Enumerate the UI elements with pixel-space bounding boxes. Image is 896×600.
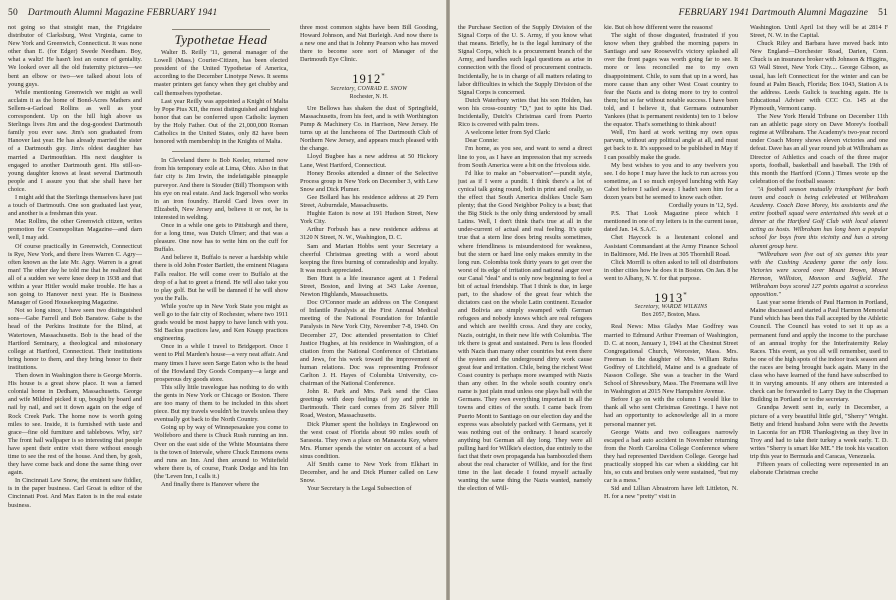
paragraph: Before I go on with the column I would like to thank all who sent Christmas Greetings. I have not had an opportunity to acknowledge all in a more personal manner yet.	[604, 396, 738, 428]
paragraph: And believe it, Buffalo is never a hardship while there is old John Foster Bartlett, the eminent Niagara Falls realtor. He will come over to Buffalo at the drop of a hat to greet a friend. He will also take you to play golf. But he will be damned if he will show you the Falls.	[154, 254, 288, 302]
paragraph: I'd like to make an "observation"—pundit style, just as if I were a pundit. I think there's a lot of cynical talk going round, both in print and orally, so the effect that South America dislikes Uncle Sam plenty; that the Good Neighbor Policy is a bust; that the Big Stick is the only thing understood by small Latins. Well, I don't think that's true at all in the under-current of actual and real feeling. It's quite true that a stern line does bring results sometimes, where friendliness is misunderstood for weakness, but the stern or hard line only makes enmity in the long run. Colombia took thirty years to get over the worst of its edge of irritation and national anger over our Canal "deal" and is only now beginning to feel a bit of actual friendship. That I think is due, in large part, to the shadow of the great fear which the dictators cast on the whole Latin continent. Ecuador and Bolivia are simply swamped with German refugees and nobody knows which are real refugees and which are twelfth cross. And they are cocky, Nazis, outright, in their new life with Columbia. The irk there is great and sustained. Peru is less flooded with Nazis than many other countries but even there the system and the underground dirty work cause great fear and irritation. Chile, being the richest West Coast country is perhaps more swamped with Nazis than any other. In the whole south country one's name is just plain mud unless one plays ball with the Germans. They own everything important in all the towns and cities of the south. I came back from Puerto Montt to Santiago on our election day and the express was absolutely packed with Germans, yet it was nothing out of the ordinary. I heard scarcely anything but German all day long. They were all pulling hard for Willkie's election, due entirely to the fact that their own propaganda has bamboozled them about the real character of Willkie, and for the first time in the last decade I found myself actually wanting the same thing the Nazis wanted, namely the election of Will-	[458, 169, 592, 493]
right-page-header	[679, 8, 888, 24]
paragraph: Not so long since, I have seen two distinguished sons—Gabe Farrell and Bob Banstow. Gabe is the head of the Perkins Institute for the Blind, at Watertown, Massachusetts. Bob is the head of the Hartford Seminary, a theological and missionary college at Hartford, Connecticut. Their institutions bring honor to them, and they bring honor to their institutions.	[8, 307, 142, 371]
paragraph: three most common sights have been Bill Gooding, Howard Johnson, and Nat Burleigh. And now there is a new one and that is Johnny Pearson who has moved there to become sore sort of Manager of the Dartmouth Eye Clinic.	[300, 24, 438, 64]
paragraph: the Purchase Section of the Supply Division of the Signal Corps of the U. S. Army, if you know what that means. Briefly, he is the legal luminary of the Signal Corps, which is a procurement branch of the Army, and handles such legal questions as arise in connection with the flood of procurement contracts. Incidentally, he is in charge of all matters relating to labor difficulties in which the Supply Division of the Signal Corps is concerned.	[458, 24, 592, 96]
paragraph: kie. But oh how different were the reasons!	[604, 24, 713, 31]
signature-line: Cordially yours in '12, Syd.	[668, 202, 738, 210]
right-column-1	[458, 24, 592, 594]
paragraph: George Watts and two colleagues narrowly escaped a bad auto accident in November returning from the North Carolina College Conference where they had represented Davidson College. George had practically stopped his car when a skidding car hit his, so cuts and bruises only were sustained, "but my car is a mess."	[604, 428, 738, 485]
paragraph: Fifteen years of collecting were represented in an elaborate Christmas creche	[750, 461, 888, 477]
paragraph: Chet Haycock is a lieutenant colonel and Assistant Commandant at the Army Finance School in Baltimore, Md. He lives at 305 Thornhill Road.	[604, 234, 738, 258]
right-column-3	[750, 24, 888, 594]
paragraph: While you're up in New York State you might as well go to the fair city of Rochester, where two 1911 grads would be most happy to have lunch with you. Sid Backus practices law, and Ken Knapp practices engineering.	[154, 302, 288, 343]
divider	[172, 29, 270, 30]
paragraph: Ben Hunt is a life insurance agent at 1 Federal Street, Boston, and living at 343 Lake Avenue, Newton Highlands, Massachusetts.	[300, 274, 438, 299]
paragraph: Mac Rollins, the other Greenwich citizen, writes promotion for Cosmopolitan Magazine—and darn well, I may add.	[8, 218, 142, 242]
paragraph: Washington. Until April 1st they will be at 2814 F Street, N. W. in the Capital.	[750, 24, 888, 40]
paragraph: Dutch Waterbury writes that his son Holden, has won his cross-country "D," just to spite his Dad. Incidentally, Dutch's Christmas card from Puerto Rico is covered with palm trees.	[458, 96, 592, 129]
secretary-address: Rochester, N. H.	[349, 93, 389, 100]
paragraph: Doc O'Connor made an address on The Conquest of Infantile Paralysis at the First Annual Medical meeting of the National Foundation for Infantile Paralysis in New York City, November 7-8, 1940. On December 27, Doc attended presentation to Chief Justice Hughes, at his residence in Washington, of a citation from the National Conference of Christians and Jews, for his work toward the improvement of human relations. Doc was representing Professor Carlton J. H. Hayes of Columbia University, co-chairman of the National Conference.	[300, 299, 438, 388]
class-year-heading: 1912*	[352, 72, 386, 87]
paragraph: Honey Brooks attended a dinner of the Selective Process group in New York on December 3, with Lew Snow and Dick Plumer.	[300, 169, 438, 193]
divider	[172, 151, 270, 152]
paragraph: I'm home, as you see, and want to send a direct line to you, as I have an impression that my screeds from South America were a bit on the frivolous side.	[458, 145, 592, 169]
running-head: FEBRUARY 1941 Dartmouth Alumni Magazine	[678, 8, 869, 18]
paragraph: While mentioning Greenwich we might as well acclaim it as the home of Bond-Acres Mathers and Sellem-a-Garload Rollins as well as your correspondent. Up on the hill high above us Sterlings lives Jim and the dog-goodest Dartmouth family you ever saw. Jim's son graduated from Hanover last year. He has already married the sister of a Dartmouth guy. Jim's oldest daughter has married a Dartmouthian. His next daughter is engaged to another Dartmouth gent. His still-so-young daughter knows at least several Dartmouth people and I assure you that she shall have her choice.	[8, 88, 142, 193]
paragraph: John R. Park and Mrs. Park send the Class greetings with deep feelings of joy and pride in Dartmouth. Their card comes from 26 Silver Hill Road, Weston, Massachusetts.	[300, 388, 438, 420]
paragraph: Well, I'm hard at work writing my own opus parvum, without any political angle at all, and must get back to it. It's supposed to be published in May if I can possibly make the grade.	[604, 129, 738, 161]
paragraph: Real News: Miss Gladys Mae Godfrey was married to Edmund Arthur Freeman of Washington, D. C. at noon, January 1, 1941 at the Chestnut Street Congregational Church, Worcester, Mass. Mrs. Freeman is the daughter of Mrs. William Rufus Godfrey of Litchfield, Maine and is a graduate of Nasson College. She was a teacher in the Ward School of Shrewsbury, Mass. The Freemans will live in Washington at 2015 New Hampshire Avenue.	[604, 323, 738, 396]
paragraph: The New York Herald Tribune on December 11th ran an athletic page story on Dave Morey's football regime at Wilbraham. The Academy's two-year record under Coach Morey shows eleven victories and one defeat. Dave has an all year round job at Wilbraham as Director of Athletics and coach of the three major sports, football, basketball and baseball. The 19th of this month the Hartford (Conn.) Times wrote up the celebration of the football season:	[750, 113, 888, 185]
paragraph: Click Morrill is often asked to tell oil distributors in other cities how he does it in Boston. On Jan. 8 he went to Albany, N. Y. for that purpose.	[604, 258, 738, 282]
right-column-2	[604, 24, 738, 594]
left-page-header	[8, 8, 217, 24]
paragraph: Last year Reilly was appointed a Knight of Malta by Pope Pius XII, the most distinguished and highest honor that can be conferred upon Catholic laymen by the Holy Father. Out of the 21,000,000 Roman Catholics in the United States, only 82 have been honored with membership in the Knights of Malta.	[154, 97, 288, 146]
paragraph: Once in a while one gets to Pittsburgh and there, for a long time, was Dutch Ulmer; and that was a pleasure. One now has to write him on the cuff for Buffalo.	[154, 221, 288, 254]
page-number: 51	[878, 8, 888, 18]
paragraph: Walter B. Reilly '11, general manager of the Lowell (Mass.) Courier-Citizen, has been elected president of the United Typothetae of America, according to the December Linotype News. It seems master printers get fancy when they get chubby and call themselves typothetae.	[154, 49, 288, 97]
paragraph: Dick Plumer spent the holidays in Englewood on the west coast of Florida about 90 miles south of Sarasota. They own a place on Manasota Key, where Mrs. Plumer spends the winter on account of a bad sinus condition.	[300, 420, 438, 460]
paragraph: I might add that the Sterlings themselves have just a touch of Dartmouth. One son graduated last year, and another is a freshman this year.	[8, 193, 142, 218]
paragraph: Arthur Forbush has a new residence address at 3120 N Street, N. W., Washington, D. C.	[300, 226, 438, 242]
paragraph: "A football season mutually triumphant for both team and coach is being celebrated at Wilbraham Academy. Coach Dave Morey, his assistants and the entire football squad were entertained this week at a dinner at the Hartford Golf Club with local alumni acting as hosts. Wilbraham has long been a popular school for boys from this vicinity and has a strong alumni group here.	[750, 185, 888, 250]
section-title: Typothetae Head	[174, 32, 268, 47]
paragraph: Last year some friends of Paul Harmon in Portland, Maine discussed and started a Paul Harmon Memorial Fund which has been this Fall accepted by the Athletic Council. The Council has voted to set it up as a permanent fund and apply the income to the purchase of an annual trophy for the Interfraternity Relay Races. This event, as you all will remember, used to be one of the high spots of the indoor track season and the races are being brought back again. Many in the class who have learned of the fund have subscribed to it in varying amounts. If any others are interested a check can be forwarded to Larry Day in the Chapman Building in Portland or to the secretary.	[750, 299, 888, 404]
paragraph: Sam and Marian Hobbs sent your Secretary a cheerful Christmas greeting with a word about keeping the fires burning of comradeship and loyalty. It was much appreciated.	[300, 242, 438, 274]
paragraph: "Wilbraham won five out of six games this year with the Cushing Academy game the only loss. Victories were scored over Mount Brown, Mount Hermon, Williston, Monson and Suffield. The Wilbraham boys scored 127 points against a scoreless opposition."	[750, 250, 888, 299]
class-secretary: Secretary, CONRAD E. SNOW	[330, 85, 408, 92]
left-page	[0, 0, 446, 600]
running-head: Dartmouth Alumni Magazine FEBRUARY 1941	[27, 8, 218, 18]
paragraph: Alf Smith came to New York from Elkhart in December, and he and Dick Plumer called on Lew Snow.	[300, 461, 438, 485]
paragraph: Of course practically in Greenwich, Connecticut is Rye, New York, and there lives Warren C. Agry—often known as the late Mr. Agry. Warren is a great man! The other day he told me that he realized that all of a sudden we were knee deep in 1938 and that within a year Hitler would make trouble. He has a son going to Hanover next year. He is Business Manager of Good Housekeeping Magazine.	[8, 242, 142, 307]
paragraph: This silly little travelogue has nothing to do with the gents in New York or Chicago or Boston. There are too many of them to be included in this short piece. But my travels wouldn't be travels unless they eventually got back to the North Country.	[154, 383, 288, 424]
paragraph: Your Secretary is the Legal Subsection of	[307, 485, 412, 493]
paragraph: Going up by way of Winnepesaukee you come to Wolfeboro and there is Chuck Rush running an inn. Over on the east side of the White Mountains there is the town of Intervale, where Chuck Emmons owns and runs an Inn. And then around to Whitefield where there is, of course, Frank Dodge and his Inn (the 'Leven Inn, I calls it.)	[154, 424, 288, 480]
paragraph: And finally there is Hanover where the	[161, 480, 260, 488]
paragraph: Grandpa Jewett sent in, early in December, a picture of a very beautiful little girl, "Sherry" Wright. Betty and friend husband John were with the Jewetts in Laconia for an FDR Thanksgiving as they live in Troy and had to take their turkey a week early. T. D. writes "Sherry is smart like ME." He took his vacation trip this year to Bermuda and Caracas, Venezuela.	[750, 404, 888, 460]
class-secretary: Secretary, WARDE WILKINS	[634, 304, 708, 311]
paragraph: Chuck Riley and Barbara have moved back into New England—Dorchester Road, Darien, Conn. Chuck is an insurance broker with Johnson & Higgins, 63 Wall Street, New York City.... George Gibson, as usual, has left Connecticut for the winter and can be found at Palm Beach, Florida; Box 1043, Station A is the address. Leeds Gulick is teaching again. He is Educational Adviser with CCC Co. 145 at the Plymouth, Vermont camp.	[750, 40, 888, 112]
paragraph: The sight of those disgusted, frustrated if you know when they grabbed the morning papers in Santiago and saw Roosevelt's victory splashed all over the front pages was worth going far to see. It more or less reconciled me to my own disappointment. Chile, to sum that up in a word, has more cause than any other West Coast country to fear the Nazis and is doing more to try to control them; but so far without notable success. I have been told, and I believe it, that Germans outnumber Yankees (that is permanent residents) ten to 1 below the equator. That's something to think about!	[604, 32, 738, 129]
paragraph: My best wishes to you and to any twelvers you see. I do hope I may have the luck to run across you sometime, as I so much enjoyed lunching with Kay Cabot before I sailed away. I hadn't seen him for a dozen years but he seemed to know each other.	[604, 161, 738, 201]
paragraph: Gee Bollard has his residence address at 29 Fern Street, Auburndale, Massachusetts.	[300, 193, 438, 210]
secretary-address: Box 2057, Boston, Mass.	[641, 312, 701, 319]
paragraph: not going so that straight man, the Frigidaire distributor of Clarksburg, West Virginia, came to New York and Greenwich, Connecticut. It was none other than E. (for Edger) Swede Needham. Boy, what a waltz! He hasn't lost an ounce of geniality. We looked over all the old fraternity pictures—we bent an elbow or two—we talked about lots of young guys.	[8, 24, 142, 88]
paragraph: Hughie Eaton is now at 191 Hudson Street, New York City.	[300, 210, 438, 226]
paragraph: Once in a while I travel to Bridgeport. Once I went to Phil Marden's house—a very neat affair. And many times I have seen Sarge Eaton who is the head of the Howland Dry Goods Company—a large and prosperous dry goods store.	[154, 343, 288, 383]
left-column-2	[154, 24, 288, 594]
paragraph: Dear Connie:	[465, 137, 499, 145]
right-page	[450, 0, 896, 600]
paragraph: Then down in Washington there is George Morris. His house is a great show place. It was a famed colonial home in Dedham, Massachusetts. George and wife Mildred picked it up, bought by board and nail by nail, and set it down again on the edge of Rock Creek Park. The home now is worth going miles to see. Inside, it is furnished with taste and grace—fine old furniture and tablebows. Why, sir? The front hall wallpaper is so interesting that people have spent their entire visit there without enough time to see the rest of the house. And then, by gosh, they have come back and done the same thing over again.	[8, 372, 142, 477]
paragraph: A welcome letter from Syd Clark:	[465, 129, 551, 137]
paragraph: In Cincinnati Lew Snow, the eminent saw fiddler, is in the paper business. Carl Groat is editor of the Cincinnati Post. And Max Eaton is in the real estate business.	[8, 477, 142, 509]
paragraph: In Cleveland there is Bob Keeler, returned now from his temporary exile at Lima, Ohio. Also in that fair city is Jim Irwin, the indefatigable pineapple purveyor. And there is Stouder (Bill) Thompson with his eye on real estate. And Jack Ingersoll who works in an iron foundry. Harold Card lives over in Elizabeth, New Jersey and, believe it or not, he is interested in welding.	[154, 157, 288, 221]
page-number: 50	[8, 8, 18, 18]
left-column-3	[300, 24, 438, 594]
paragraph: Ure Bellows has shaken the dust of Springfield, Massachusetts, from his feet, and is with Worthington Pump & Machinery Co. in Harrison, New Jersey. He turns up at the luncheons of The Dartmouth Club of Northern New Jersey, and appears much pleased with the change.	[300, 104, 438, 153]
paragraph: Sid and Lillian Abrastrom have left Littleton, N. H. for a new "pretty" visit in	[604, 485, 738, 501]
paragraph: Lloyd Bugbee has a new address at 50 Hickory Lane, West Hartford, Connecticut.	[300, 153, 438, 169]
left-column-1	[8, 24, 142, 594]
paragraph: P.S. That Look Magazine piece which I mentioned in one of my letters is in the current issue, dated Jan. 14. S.A.C.	[604, 210, 738, 234]
class-year-heading: 1913*	[654, 291, 688, 306]
